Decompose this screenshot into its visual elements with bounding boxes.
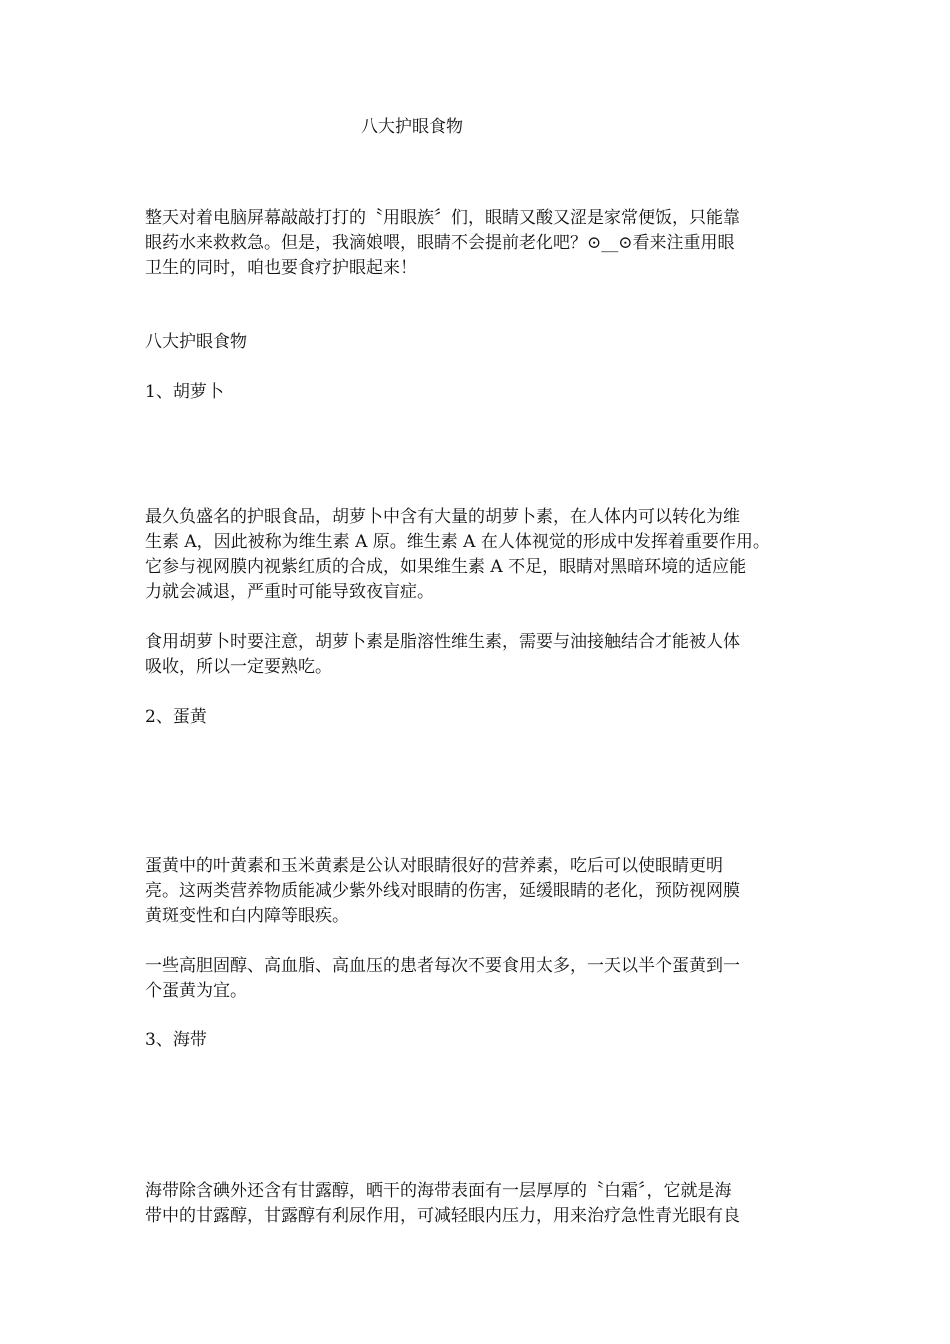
paragraph-line: 力就会减退，严重时可能导致夜盲症。 [145,582,434,602]
paragraph-line: 最久负盛名的护眼食品，胡萝卜中含有大量的胡萝卜素，在人体内可以转化为维 [145,507,740,527]
section-title: 八大护眼食物 [145,332,247,352]
item-heading-egg-yolk: 2、蛋黄 [145,707,207,727]
egg-yolk-paragraph-1 [145,854,810,929]
document-title: 八大护眼食物 [361,117,463,137]
kelp-paragraph-1 [145,1179,810,1229]
paragraph-line: 亮。这两类营养物质能减少紫外线对眼睛的伤害，延缓眼睛的老化，预防视网膜 [145,881,740,901]
paragraph-line: 生素 A，因此被称为维生素 A 原。维生素 A 在人体视觉的形成中发挥着重要作用。 [145,532,770,552]
paragraph-line: 带中的甘露醇，甘露醇有利尿作用，可减轻眼内压力，用来治疗急性青光眼有良 [145,1206,740,1226]
paragraph-line: 个蛋黄为宜。 [145,981,247,1001]
intro-line: 整天对着电脑屏幕敲敲打打的〝用眼族〞们，眼睛又酸又涩是家常便饭，只能靠 [145,208,740,228]
carrot-paragraph-1 [145,505,810,605]
paragraph-line: 黄斑变性和白内障等眼疾。 [145,906,349,926]
carrot-paragraph-2 [145,630,810,680]
intro-line: 卫生的同时，咱也要食疗护眼起来！ [145,258,417,278]
paragraph-line: 吸收，所以一定要熟吃。 [145,657,332,677]
paragraph-line: 食用胡萝卜时要注意，胡萝卜素是脂溶性维生素，需要与油接触结合才能被人体 [145,632,740,652]
item-heading-kelp: 3、海带 [145,1030,207,1050]
paragraph-line: 蛋黄中的叶黄素和玉米黄素是公认对眼睛很好的营养素，吃后可以使眼睛更明 [145,856,723,876]
item-heading-carrot: 1、胡萝卜 [145,382,224,402]
egg-yolk-paragraph-2 [145,954,810,1004]
paragraph-line: 它参与视网膜内视紫红质的合成，如果维生素 A 不足，眼睛对黑暗环境的适应能 [145,557,747,577]
intro-line: 眼药水来救救急。但是，我滴娘喂，眼睛不会提前老化吧？⊙__⊙看来注重用眼 [145,233,735,253]
paragraph-line: 一些高胆固醇、高血脂、高血压的患者每次不要食用太多，一天以半个蛋黄到一 [145,956,740,976]
intro-paragraph [145,206,810,281]
paragraph-line: 海带除含碘外还含有甘露醇，晒干的海带表面有一层厚厚的〝白霜〞，它就是海 [145,1181,732,1201]
